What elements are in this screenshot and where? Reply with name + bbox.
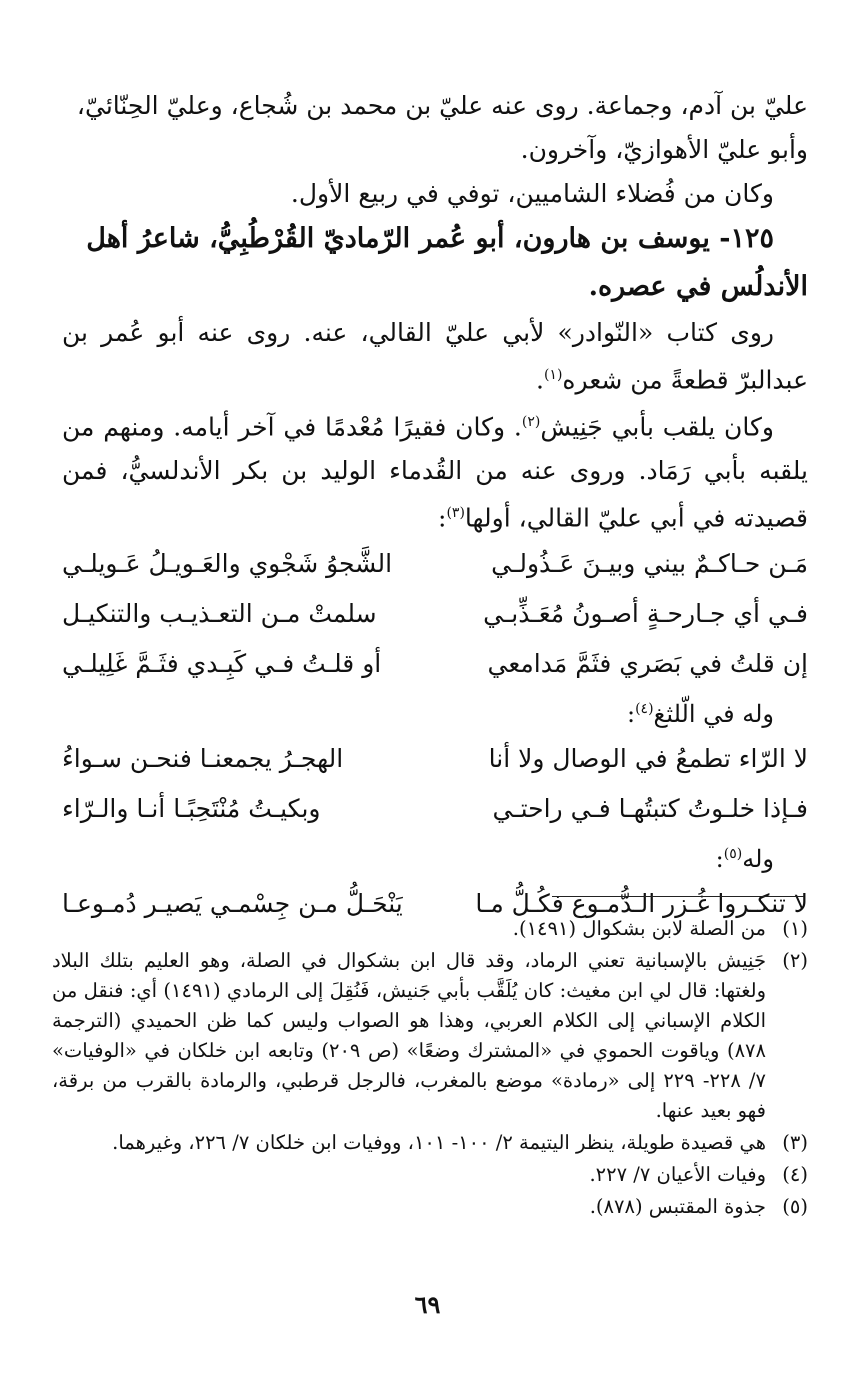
footnote [52,946,808,1126]
punctuation: : [438,502,447,532]
footnote [52,1160,808,1190]
footnote-ref[interactable]: (٤) [635,700,654,717]
footnote-number: (٣) [782,1131,808,1154]
footnotes [52,914,808,1224]
verse-line [62,734,808,784]
verse-second-hemistich: سلمتْ مـن التعـذيـب والتنكيـل [62,598,377,628]
footnote-number: (٢) [782,949,808,972]
paragraph [62,311,808,401]
punctuation: : [626,699,636,728]
main-text [62,84,808,929]
verse-first-hemistich: فـي أي جـارحـةٍ أصـونُ مُعَـذِّبـي [483,598,808,628]
verse-first-hemistich: لا الرّاء تطمعُ في الوصال ولا أنا [488,743,808,773]
footnote [52,1192,808,1222]
footnote-number: (٥) [782,1195,808,1218]
footnote-ref[interactable]: (٢) [521,414,541,431]
verse-line [62,639,808,689]
verse-first-hemistich: إن قلتُ في بَصَري فثَمَّ مَدامعي [487,648,808,678]
verse-intro-text: وله في الّلثغ [653,699,774,728]
verse-intro [62,834,808,879]
paragraph-text: روى كتاب «النّوادر» لأبي عليّ القالي، عنه. روى عنه أبو عُمر بن عبدالبرّ قطعةً من شعره [62,318,808,395]
verse-first-hemistich: مَـن حـاكـمٌ بيني وبيـنَ عَـذُولـي [491,548,808,578]
verse-second-hemistich: وبكيـتُ مُنْتَحِبًـا أنـا والـرّاء [62,793,321,823]
verse-second-hemistich: الشَّجوُ شَجْوي والعَـويـلُ عَـويلـي [62,548,393,578]
verse-intro [62,689,808,734]
footnote-ref[interactable]: (١) [543,367,563,383]
paragraph-text: . وكان فقيرًا مُعْدمًا في آخر أيامه. ومنهم من يلقبه بأبي رَمَاد. وروى عنه من القُدماء الوليد بن بكر الأندلسيُّ، فمن قصيدته في أبي عليّ القالي، أولها [62,412,808,532]
paragraph: وكان من فُضلاء الشاميين، توفي في ربيع الأول. [290,179,774,208]
punctuation: : [715,844,724,873]
verse-first-hemistich: لا تنكـروا غُـزر الـدُّمـوع فكُـلُّ مـا [475,888,808,918]
paragraph-line: عليّ بن آدم، وجماعة. روى عنه عليّ بن محمد بن شُجاع، وعليّ الحِنّائيّ، [76,91,808,120]
paragraph [62,401,808,539]
footnote [52,1128,808,1158]
verse-first-hemistich: فـإذا خلـوتُ كتبتُهـا فـي راحتـي [492,793,808,823]
footnote-number: (٤) [782,1163,808,1186]
verse-second-hemistich: الهجـرُ يجمعنـا فنحـن سـواءُ [62,743,344,773]
paragraph-text: وكان يلقب بأبي جَنِيش [540,412,774,442]
verse-second-hemistich: يَنْحَـلُّ مـن جِسْمـي يَصيـر دُمـوعـا [62,888,403,918]
footnote-number: (١) [782,917,808,940]
footnote [52,914,808,944]
footnote-divider [552,896,804,897]
footnote-text: جذوة المقتبس (٨٧٨). [589,1195,766,1218]
footnote-text: وفيات الأعيان ٧/ ٢٢٧. [589,1163,766,1186]
page-number: ٦٩ [414,1290,441,1319]
footnote-text: هي قصيدة طويلة، ينظر اليتيمة ٢/ ١٠٠- ١٠١، ووفيات ابن خلكان ٧/ ٢٢٦، وغيرهما. [112,1131,766,1154]
entry-heading: ١٢٥- يوسف بن هارون، أبو عُمر الرّماديّ القُرْطُبِيُّ، شاعرُ أهل الأندلُس في عصره. [86,223,808,302]
footnote-ref[interactable]: (٣) [446,504,465,521]
footnote-ref[interactable]: (٥) [723,845,743,862]
verse-line [62,589,808,639]
paragraph-line: وأبو عليّ الأهوازيّ، وآخرون. [520,135,808,164]
verse-line [62,784,808,834]
footnote-text: جَنِيش بالإسبانية تعني الرماد، وقد قال ابن بشكوال في الصلة، وهو العليم بتلك البلاد ولغتها: قال لي ابن مغيث: كان يُلَقَّب بأبي جَنيش، فَنُقِلَ إلى الرمادي (١٤٩١) أي: فنقل من الكلام الإسباني إلى الكلام العربي، وهذا هو الصواب وليس كما ظن الحميدي (الترجمة ٨٧٨) وياقوت الحموي في «المشترك وضعًا» (ص ٢٠٩) وتابعه ابن خلكان في «الوفيات» ٧/ ٢٢٨- ٢٢٩ إلى «رمادة» موضع بالمغرب، فالرجل قرطبي، والرمادة بالقرب من برقة، فهو بعيد عنها. [52,949,766,1122]
footnote-text: من الصلة لابن بشكوال (١٤٩١). [512,917,766,940]
verse-line [62,539,808,589]
punctuation: . [536,365,544,395]
verse-intro-text: وله [742,844,774,873]
verse-second-hemistich: أو قلـتُ فـي كَبِـدي فثَـمَّ غَلِيلـي [62,648,382,678]
